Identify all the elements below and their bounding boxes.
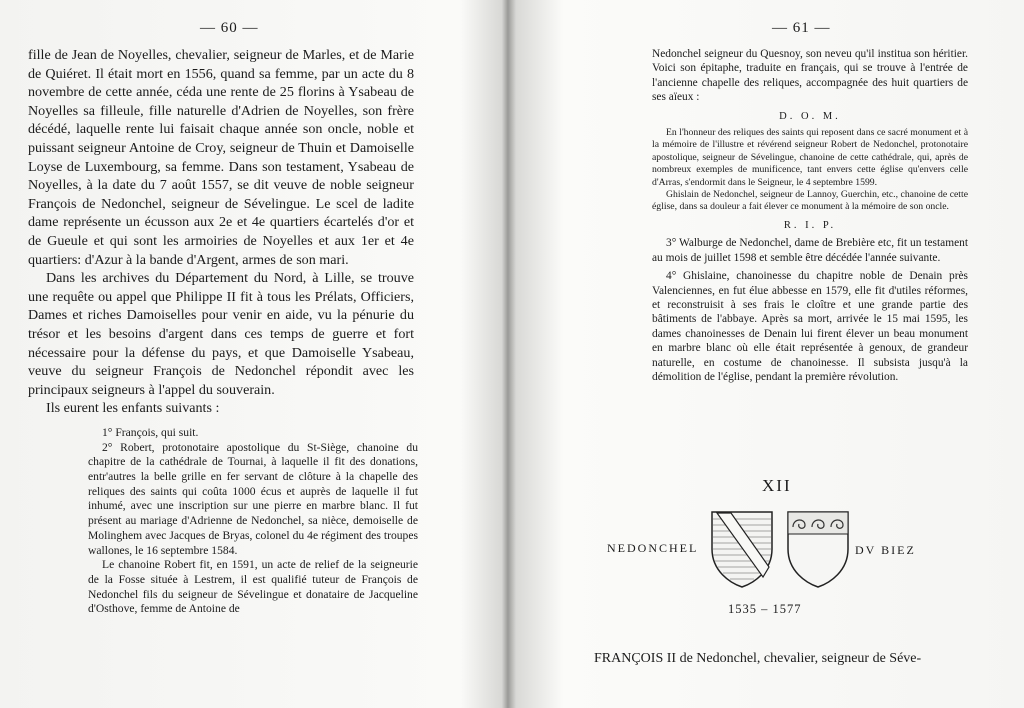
right-page bbox=[512, 0, 1024, 708]
page-number-right: — 61 — bbox=[772, 20, 831, 36]
child-item-1: 1° François, qui suit. bbox=[102, 425, 199, 439]
child-item-3: Le chanoine Robert fit, en 1591, un acte de relief de la seigneurie de la Fosse située à Lestrem, il est qualifié tuteur de François de Nedonchel fils du seigneur de Sévelingue et donataire de Jacqueline d'Osthove, femme de Antoine de bbox=[88, 558, 418, 616]
children-list bbox=[88, 426, 418, 617]
arms-left-label: NEDONCHEL bbox=[607, 541, 699, 555]
du-biez-shield-icon bbox=[785, 509, 851, 589]
left-page-body bbox=[28, 46, 418, 617]
left-page bbox=[0, 0, 500, 708]
epitaph-paragraph-1: En l'honneur des reliques des saints qui reposent dans ce sacré monument et à la mémoire de l'illustre et révérend seigneur Robert de Nedonchel, protonotaire apostolique, seigneur de Sévelingue, chanoine de cette cathédrale, qui, après de nombreux exemples de munificence, tant envers cette église qu'envers celle d'Arras, s'endormit dans le Seigneur, le 4 septembre 1599. bbox=[652, 127, 968, 188]
dates: 1535 – 1577 bbox=[728, 602, 802, 616]
paragraph-3: Ils eurent les enfants suivants : bbox=[46, 400, 220, 417]
epitaph bbox=[652, 127, 968, 214]
item-3: 3° Walburge de Nedonchel, dame de Brebière etc, fit un testament au mois de juillet 1598 et semble être décédée l'année suivante. bbox=[652, 237, 968, 264]
section-number: XII bbox=[762, 476, 792, 495]
dom-heading: D. O. M. bbox=[779, 110, 841, 122]
arms-right-label: DV BIEZ bbox=[855, 543, 916, 557]
next-section-heading: FRANÇOIS II de Nedonchel, chevalier, seigneur de Séve- bbox=[594, 651, 922, 666]
nedonchel-shield-icon bbox=[709, 509, 775, 589]
paragraph-1: fille de Jean de Noyelles, chevalier, seigneur de Marles, et de Marie de Quiéret. Il était mort en 1556, quand sa femme, par un acte du 8 novembre de cette année, céda une rente de 25 florins à Ysabeau de Noyelles sa filleule, fille naturelle d'Adrien de Noyelles, son frère décédé, laquelle rente lui faisait chaque année son oncle, noble et puissant seigneur Antoine de Croy, seigneur de Thuin et Damoiselle Loyse de Luxembourg, sa femme. Dans son testament, Ysabeau de Noyelles, à la date du 7 août 1557, se dit veuve de noble seigneur François de Nedonchel, seigneur de Sévelingue. Le scel de ladite dame représente un écusson aux 2e et 4e quartiers écartelés d'or et de Gueule et qui sont les armoiries de Noyelles et aux 1er et 4e quartiers: d'Azur à la bande d'Argent, armes de son mari. bbox=[28, 47, 414, 268]
epitaph-paragraph-2: Ghislain de Nedonchel, seigneur de Lannoy, Guerchin, etc., chanoine de cette église, dans sa douleur a fait élever ce monument à la mémoire de son oncle. bbox=[652, 189, 968, 213]
rip-heading: R. I. P. bbox=[783, 219, 837, 231]
page-number-left: — 60 — bbox=[200, 20, 259, 36]
intro-paragraph: Nedonchel seigneur du Quesnoy, son neveu qu'il institua son héritier. Voici son épitaphe, traduite en français, qui se trouve à l'entrée de l'ancienne chapelle des reliques, accompagnée des huit quartiers de ses aïeux : bbox=[652, 48, 968, 104]
child-item-2: 2° Robert, protonotaire apostolique du St-Siège, chanoine du chapitre de la cathédrale de Tournai, à laquelle il fit des donations, entr'autres la belle grille en fer servant de clôture à la chapelle des reliques des saints qui coûta 1000 écus et auprès de laquelle il fut inhumé, avec une inscription sur une pierre en marbre blanc. Il fut présent au mariage d'Adrienne de Nedonchel, sa nièce, demoiselle de Molinghem avec Jacques de Bryas, colonel du 4e régiment des troupes wallones, le 16 septembre 1584. bbox=[88, 440, 418, 557]
item-4: 4° Ghislaine, chanoinesse du chapitre noble de Denain près Valenciennes, en fut élue abbesse en 1579, elle fit d'utiles réformes, et reconstruisit à ses frais le cloître et une grande partie des bâtiments de l'abbaye. Après sa mort, arrivée le 15 mai 1595, les dames chanoinesses de Denain lui firent élever un beau monument en marbre blanc où elle était représentée à genoux, de grandeur naturelle, en costume de chanoinesse. Il subsista jusqu'à la démolition de l'église, pendant la première révolution. bbox=[652, 270, 968, 383]
paragraph-2: Dans les archives du Département du Nord, à Lille, se trouve une requête ou appel que Philippe II fit à tous les Prélats, Officiers, Dames et riches Damoiselles pour venir en aide, vu la pénurie du trésor et les besoins d'argent dans ces temps de guerre et fort nécessaire pour la défense du pays, et que Damoiselle Ysabeau, veuve du seigneur François de Nedonchel répondit avec les principaux seigneurs à l'appel du souverain. bbox=[28, 270, 414, 398]
right-page-body bbox=[652, 47, 968, 384]
